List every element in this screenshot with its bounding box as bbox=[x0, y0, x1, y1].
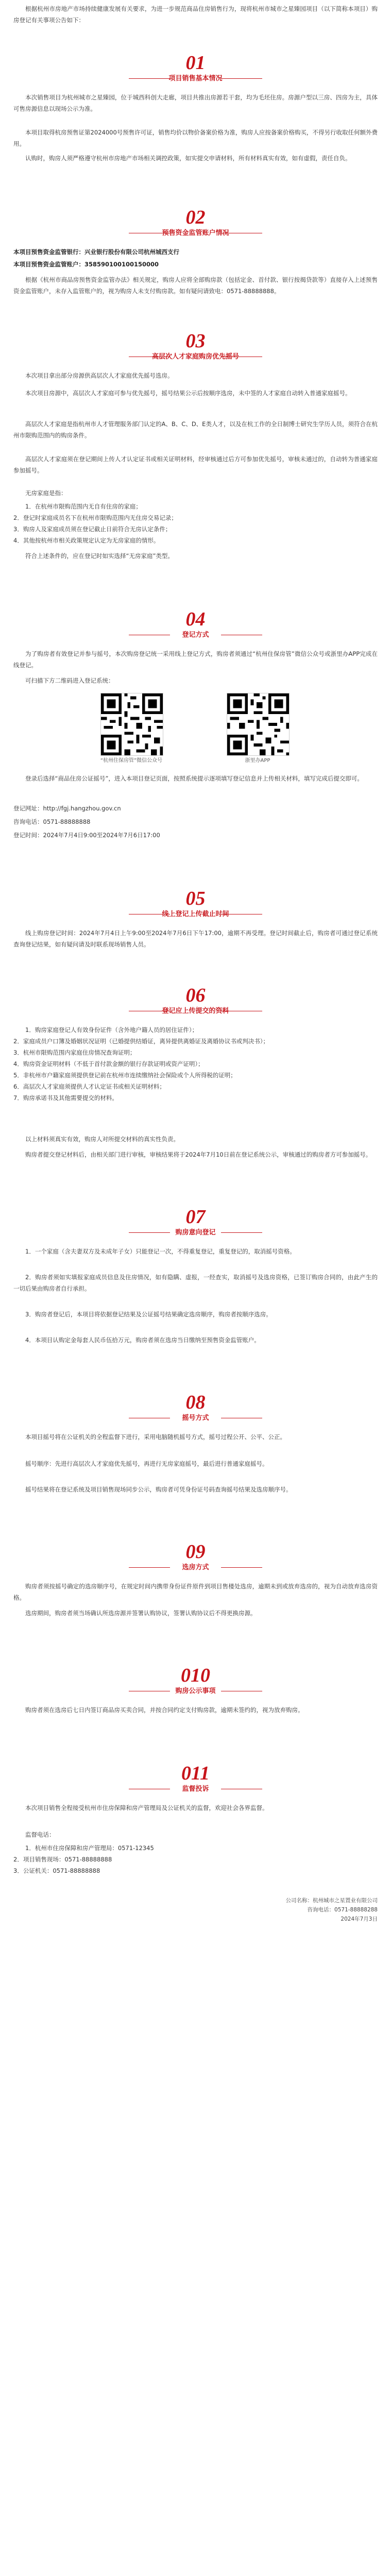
s11-paragraph-2: 监督电话： bbox=[25, 1831, 55, 1838]
wechat-qr-label: “杭州住保房管”微信公众号 bbox=[100, 758, 163, 764]
section-title: 线上登记上传截止时间 bbox=[162, 910, 229, 918]
section-number: 06 bbox=[185, 985, 206, 1006]
s2-paragraph-3: 根据《杭州市商品房预售资金监管办法》相关规定，购房人应将全部购房款（包括定金、首付款、银行按揭贷款等）直接存入上述预售资金监管账户，未存入监管账户的，视为购房人未支付购房款。如有疑问请致电：0571-88888888。 bbox=[13, 276, 378, 295]
section-number: 07 bbox=[185, 1206, 206, 1228]
section-number: 09 bbox=[185, 1541, 206, 1563]
s4-paragraph-2: 可扫描下方二维码进入登记系统： bbox=[25, 677, 114, 684]
s11-paragraph-1: 本次项目销售全程接受杭州市住房保障和房产管理局及公证机关的监督，欢迎社会各界监督。 bbox=[25, 1804, 268, 1811]
s4-time: 登记时间：2024年7月4日9:00至2024年7月6日17:00 bbox=[13, 832, 160, 839]
s3-paragraph-4: 高层次人才家庭须在登记期间上传人才认定证书或相关证明材料，经审核通过后方可参加优先摇号，审核未通过的，自动转为普通家庭参加摇号。 bbox=[13, 455, 378, 474]
section-title: 监督投诉 bbox=[182, 1785, 209, 1793]
section-title: 购房意向登记 bbox=[175, 1229, 216, 1236]
section-header-02 bbox=[0, 206, 391, 242]
section-number: 010 bbox=[181, 1665, 210, 1686]
s1-paragraph-1: 本次销售项目为杭州城市之星臻园，位于城西科创大走廊，项目共推出房源若干套，均为毛坯住房。房源户型以三房、四房为主，具体可售房源信息以现场公示为准。 bbox=[13, 94, 378, 112]
s3-paragraph-2: 本次项目房源中，高层次人才家庭可参与优先摇号，摇号结果公示后按顺序选房，未中签的人才家庭自动转入普通家庭摇号。 bbox=[25, 389, 351, 397]
s8-paragraph-1: 本项目摇号将在公证机关的全程监督下进行，采用电脑随机摇号方式，摇号过程公开、公平、公正。 bbox=[25, 1433, 286, 1440]
s1-paragraph-3: 认购时，购房人须严格遵守杭州市房地产市场相关调控政策，如实提交申请材料，所有材料真实有效，如有虚假，责任自负。 bbox=[25, 155, 351, 162]
section-header-10 bbox=[0, 1664, 391, 1700]
section-number: 04 bbox=[185, 608, 206, 630]
s8-paragraph-2: 摇号顺序：先进行高层次人才家庭优先摇号，再进行无房家庭摇号，最后进行普通家庭摇号。 bbox=[25, 1460, 268, 1467]
s8-paragraph-3: 摇号结果将在登记系统及项目销售现场同步公示，购房者可凭身份证号码查询摇号结果及选房顺序号。 bbox=[25, 1486, 292, 1493]
s2-account: 本项目预售资金监管账户：358590100100150000 bbox=[13, 261, 159, 268]
zheliban-qr-label: 浙里办APP bbox=[245, 758, 270, 764]
section-header-03 bbox=[0, 330, 391, 366]
s3-paragraph-3: 高层次人才家庭是指杭州市人才管理服务部门认定的A、B、C、D、E类人才，以及在杭工作的全日制博士研究生学历人员，须符合在杭州市限购范围内的购房条件。 bbox=[13, 420, 378, 439]
footer-company: 公司名称：杭州城市之星置业有限公司 bbox=[285, 1897, 378, 1904]
s3-paragraph-5: 无房家庭是指： bbox=[25, 489, 67, 497]
s5-paragraph-1: 线上购房登记时间：2024年7月4日上午9:00至2024年7月6日下午17:00，逾期不再受理。登记时间截止后，购房者可通过登记系统查询登记结果，如有疑问请及时联系现场销售人员。 bbox=[13, 929, 378, 948]
footer-date: 2024年7月3日 bbox=[341, 1916, 378, 1922]
section-number: 01 bbox=[185, 52, 206, 74]
section-number: 08 bbox=[185, 1392, 206, 1413]
section-title: 预售资金监管账户情况 bbox=[162, 229, 229, 237]
zheliban-qr-code[interactable] bbox=[227, 693, 290, 756]
section-title: 登记方式 bbox=[182, 631, 209, 639]
section-number: 03 bbox=[185, 330, 206, 352]
section-title: 项目销售基本情况 bbox=[168, 75, 223, 82]
s1-paragraph-2: 本项目取得杭房预售证第2024000号预售许可证，销售均价以物价备案价格为准，购房人应按备案价格购买，不得另行收取任何额外费用。 bbox=[13, 129, 378, 147]
wechat-qr-code[interactable] bbox=[100, 693, 163, 756]
section-number: 02 bbox=[185, 207, 206, 228]
section-header-01 bbox=[0, 52, 391, 88]
s6-paragraph-3: 购房者提交登记材料后，由相关部门进行审核，审核结果将于2024年7月10日前在登记系统公示，审核通过的购房者方可参加摇号。 bbox=[25, 1151, 372, 1158]
footer-phone: 咨询电话：0571-88888288 bbox=[307, 1907, 378, 1913]
s9-paragraph-2: 选房期间，购房者须当场确认所选房源并签署认购协议，签署认购协议后不得更换房源。 bbox=[25, 1609, 257, 1617]
s7-item-3: 3．购房者登记后，本项目将依据登记结果及公证摇号结果确定选房顺序，购房者按顺序选房。 bbox=[25, 1311, 272, 1318]
s3-list: 1．在杭州市限购范围内无自有住房的家庭； 2．登记时家庭成员名下在杭州市限购范围内无住房交易记录； 3．购房人及家庭成员须在登记截止日前符合无房认定条件； 4．其他按杭州市相关政策规定认定为无房家庭的情形。 bbox=[13, 503, 177, 544]
section-header-11 bbox=[0, 1762, 391, 1798]
section-header-06 bbox=[0, 984, 391, 1020]
s7-item-1: 1．一个家庭（含夫妻双方及未成年子女）只能登记一次，不得重复登记，重复登记的，取消摇号资格。 bbox=[25, 1248, 296, 1255]
s7-item-4: 4．本项目认购定金每套人民币伍拾万元，购房者须在选房当日缴纳至预售资金监管账户。 bbox=[25, 1336, 260, 1344]
s9-paragraph-1: 购房者须按摇号确定的选房顺序号，在规定时间内携带身份证件原件到项目售楼处选房，逾期未到或放弃选房的，视为自动放弃选房资格。 bbox=[13, 1583, 378, 1601]
section-number: 011 bbox=[181, 1762, 210, 1784]
s6-paragraph-2: 以上材料须真实有效，购房人对所提交材料的真实性负责。 bbox=[25, 1136, 179, 1143]
section-header-09 bbox=[0, 1540, 391, 1577]
section-header-08 bbox=[0, 1391, 391, 1427]
s4-phone: 咨询电话：0571-88888888 bbox=[13, 818, 91, 825]
section-header-04 bbox=[0, 608, 391, 644]
section-title: 登记应上传提交的资料 bbox=[162, 1007, 229, 1015]
s4-paragraph-3: 登录后选择“商品住房公证摇号”，进入本项目登记页面，按照系统提示逐项填写登记信息并上传相关材料，填写完成后提交即可。 bbox=[25, 775, 363, 782]
s3-paragraph-1: 本次项目拿出部分房源供高层次人才家庭优先摇号选房。 bbox=[25, 372, 174, 379]
s4-website[interactable]: 登记网址：http://fgj.hangzhou.gov.cn bbox=[13, 805, 121, 812]
section-title: 摇号方式 bbox=[182, 1414, 209, 1422]
section-title: 高层次人才家庭购房优先摇号 bbox=[151, 353, 239, 361]
section-number: 05 bbox=[185, 888, 206, 909]
s10-paragraph-1: 购房者须在选房后七日内签订商品房买卖合同，并按合同约定支付购房款，逾期未签约的，视为放弃购房。 bbox=[25, 1706, 304, 1714]
intro-paragraph: 根据杭州市房地产市场持续健康发展有关要求，为进一步规范商品住房销售行为，现将杭州市城市之星臻园项目（以下简称本项目）购房登记有关事项公告如下： bbox=[13, 5, 378, 24]
section-header-05 bbox=[0, 887, 391, 923]
footer bbox=[286, 1896, 378, 1924]
s3-paragraph-7: 符合上述条件的，应在登记时如实选择“无房家庭”类型。 bbox=[25, 552, 174, 560]
section-header-07 bbox=[0, 1206, 391, 1242]
section-title: 购房公示事项 bbox=[175, 1687, 216, 1695]
s7-item-2: 2．购房者须如实填报家庭成员信息及住房情况，如有隐瞒、虚报，一经查实，取消摇号及选房资格，已签订购房合同的，由此产生的一切后果由购房者自行承担。 bbox=[13, 1274, 378, 1292]
section-title: 选房方式 bbox=[182, 1564, 209, 1571]
s2-bank: 本项目预售资金监管银行：兴业银行股份有限公司杭州城西支行 bbox=[13, 248, 179, 256]
s6-list: 1．购房家庭登记人有效身份证件（含外地户籍人员的居住证件）； 2．家庭成员户口簿及婚姻状况证明（已婚提供结婚证，离异提供离婚证及离婚协议书或判决书）； 3．杭州市限购范围内家庭住房情况查询证明； 4．购房资金证明材料（不低于首付款金额的银行存款证明或资产证明）； 5．非杭州市户籍家庭须提供登记前在杭州市连续缴纳社会保险或个人所得税的证明； 6．高层次人才家庭须提供人才认定证书或相关证明材料； 7．购房承诺书及其他需要提交的材料。 bbox=[13, 1026, 269, 1101]
s4-paragraph-1: 为了购房者有效登记并参与摇号，本次购房登记统一采用线上登记方式，购房者须通过“杭州住保房管”微信公众号或浙里办APP完成在线登记。 bbox=[13, 650, 378, 669]
s11-list: 1．杭州市住房保障和房产管理局：0571-12345 2．项目销售现场：0571-88888888 3．公证机关：0571-88888888 bbox=[13, 1844, 154, 1874]
